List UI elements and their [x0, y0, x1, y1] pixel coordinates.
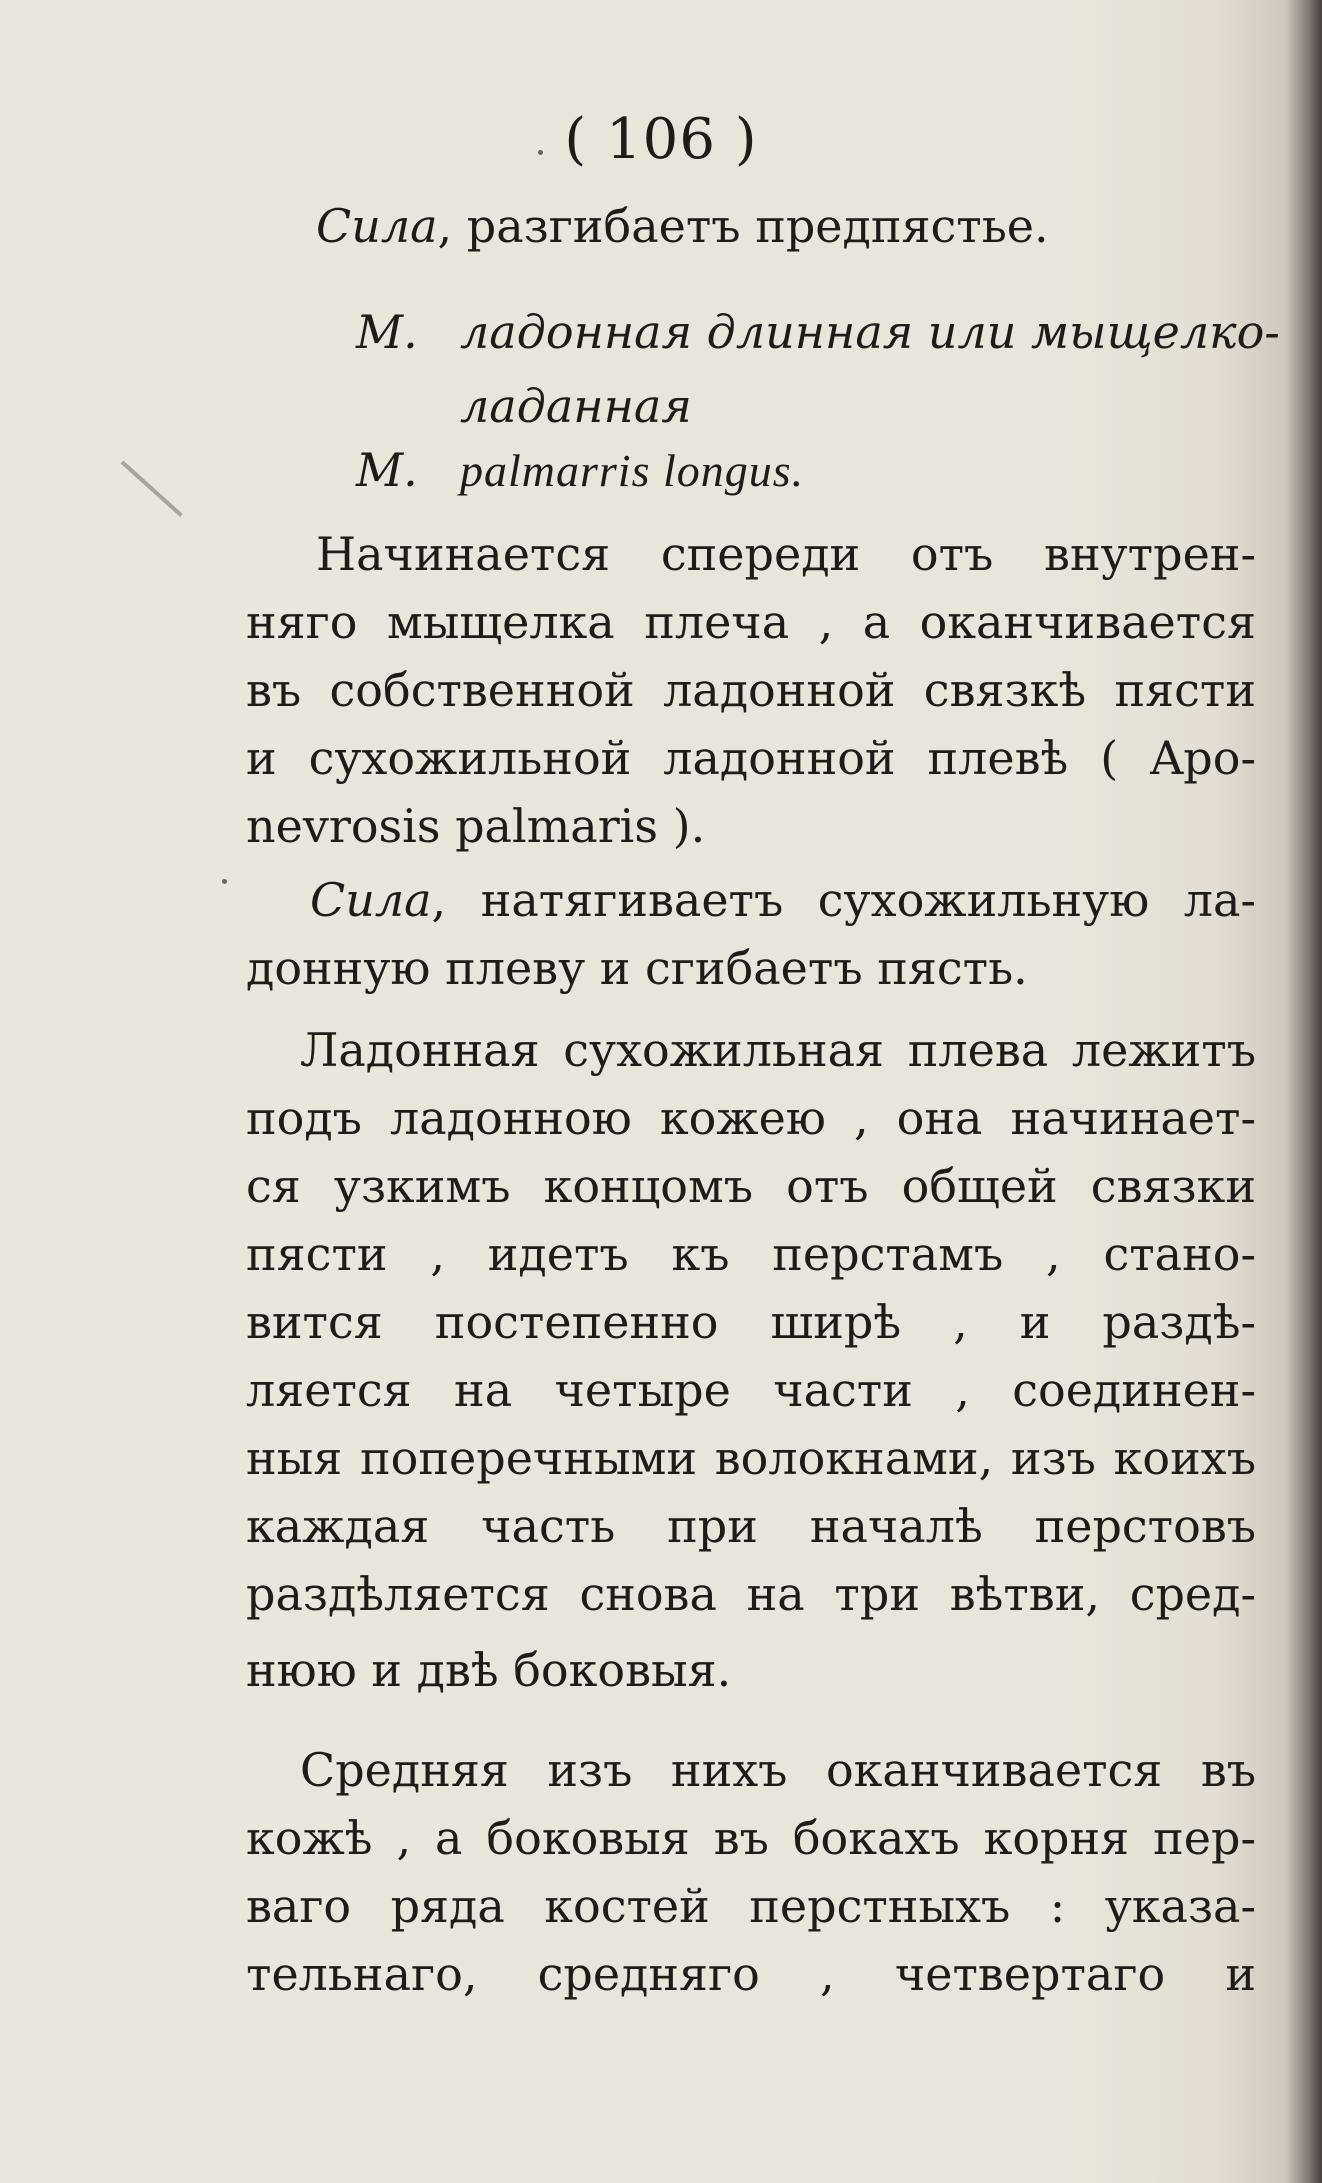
muscle-label: M.: [356, 305, 418, 359]
page-number: ( 106 ): [564, 107, 758, 172]
para-line: ваго ряда костей перстныхъ : указа-: [246, 1879, 1256, 1933]
para-line: каждая часть при началѣ перстовъ: [246, 1499, 1256, 1553]
para-line: Средняя изъ нихъ оканчивается въ: [300, 1743, 1256, 1797]
binding-shadow: [1288, 0, 1322, 2183]
muscle-name-line: [460, 376, 1060, 436]
sila-label: Сила: [316, 199, 438, 253]
para-line: няго мыщелка плеча , а оканчивается: [246, 595, 1256, 649]
sila-line: [316, 196, 1136, 256]
muscle-name-line: [356, 302, 1280, 362]
muscle-label: M.: [356, 443, 418, 497]
para-line: подъ ладонною кожею , она начинает-: [246, 1091, 1256, 1145]
para-line: ныя поперечными волокнами, изъ коихъ: [246, 1431, 1256, 1485]
para-line: тельнаго, средняго , четвертаго и: [246, 1947, 1256, 2001]
para-line: нюю и двѣ боковыя.: [246, 1643, 732, 1697]
muscle-name-ru: ладонная длинная или мыщелко-: [460, 305, 1280, 359]
para-line: ляется на четыре части , соединен-: [246, 1363, 1256, 1417]
para-line: ся узкимъ концомъ отъ общей связки: [246, 1159, 1256, 1213]
para-line: кожѣ , а боковыя въ бокахъ корня пер-: [246, 1811, 1256, 1865]
muscle-name-latin-line: [356, 440, 1256, 501]
para-line: и сухожильной ладонной плевѣ ( Apo-: [246, 731, 1256, 785]
para-line: раздѣляется снова на три вѣтви, сред-: [246, 1567, 1256, 1621]
muscle-name-latin: palmarris longus.: [460, 445, 805, 496]
muscle-name-ru-cont: ладанная: [460, 379, 692, 433]
para-line: вится постепенно ширѣ , и раздѣ-: [246, 1295, 1256, 1349]
sila-line: донную плеву и сгибаетъ пясть.: [246, 941, 1028, 995]
para-line: Начинается спереди отъ внутрен-: [316, 527, 1256, 581]
sila-text: , разгибаетъ предпястье.: [437, 199, 1049, 253]
para-line: nevrosis palmaris ).: [246, 799, 706, 853]
para-line: пясти , идетъ къ перстамъ , стано-: [246, 1227, 1256, 1281]
para-line: въ собственной ладонной связкѣ пясти: [246, 663, 1256, 717]
sila-line: [310, 870, 1256, 930]
para-line: Ладонная сухожильная плева лежитъ: [300, 1023, 1256, 1077]
sila-text: , натягиваетъ сухожильную ла-: [431, 873, 1256, 927]
sila-label: Сила: [310, 873, 432, 927]
ink-speck: [222, 879, 227, 884]
